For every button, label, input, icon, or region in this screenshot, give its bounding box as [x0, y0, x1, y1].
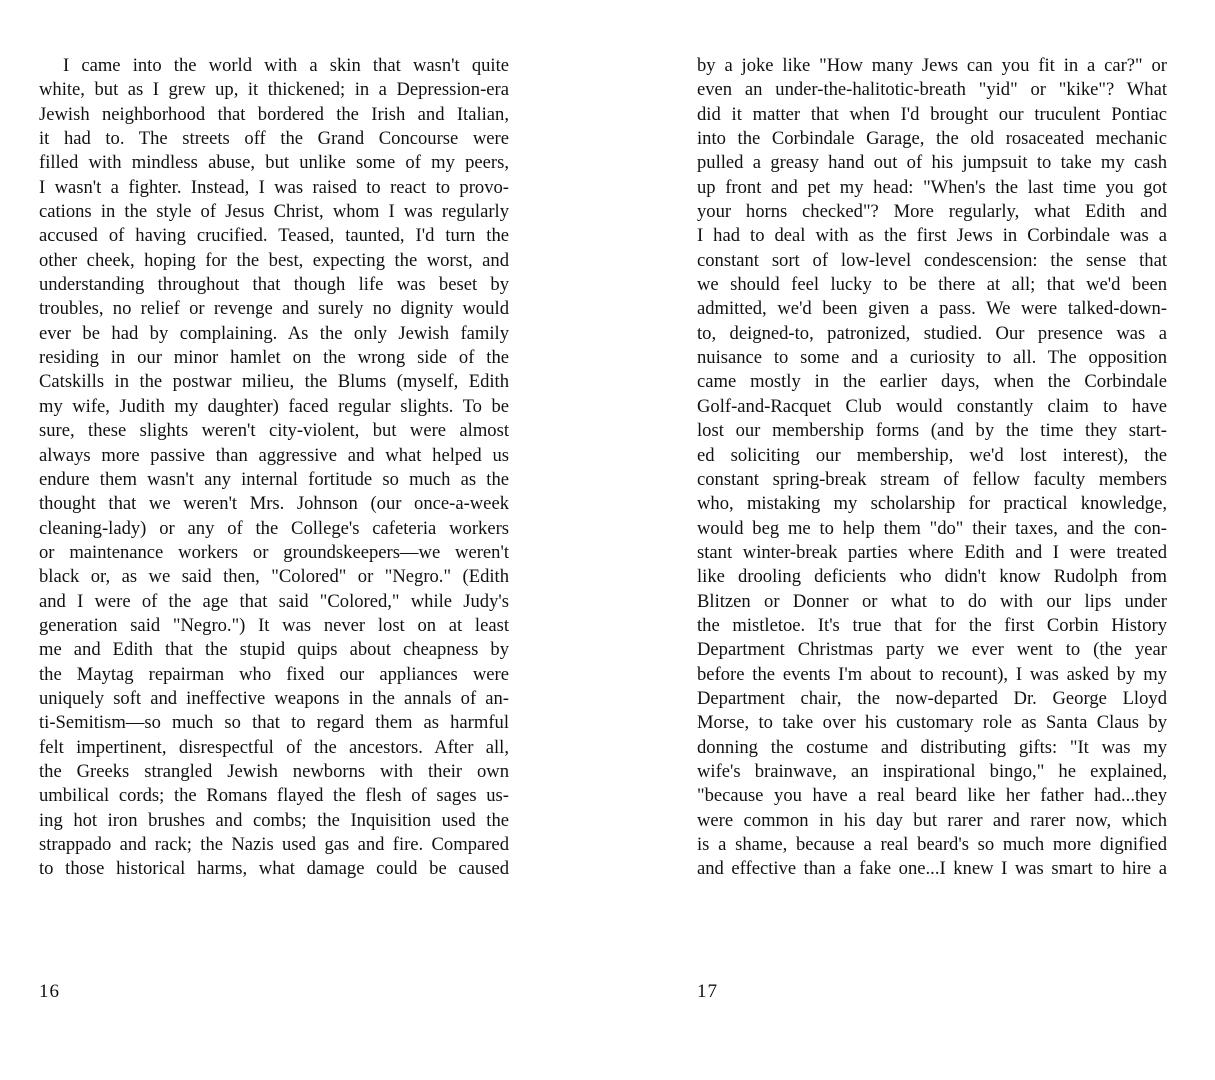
text-line: ever be had by complaining. As the only Jewish family — [39, 322, 509, 344]
text-line: the Maytag repairman who fixed our appliances were — [39, 663, 509, 685]
text-line: thought that we weren't Mrs. Johnson (our once-a-week — [39, 493, 509, 515]
text-line: residing in our minor hamlet on the wrong side of the — [39, 347, 509, 369]
text-line: donning the costume and distributing gifts: "It was my — [697, 736, 1167, 758]
text-line: cleaning-lady) or any of the College's cafeteria workers — [39, 517, 509, 539]
text-line: lost our membership forms (and by the time they start- — [697, 420, 1167, 442]
left-page-text — [39, 54, 509, 882]
text-line: endure them wasn't any internal fortitude so much as the — [39, 468, 509, 490]
text-line: it had to. The streets off the Grand Concourse were — [39, 128, 509, 150]
text-line: to those historical harms, what damage could be caused — [39, 858, 509, 880]
text-line: my wife, Judith my daughter) faced regular slights. To be — [39, 395, 509, 417]
text-line: by a joke like "How many Jews can you fit in a car?" or — [697, 55, 1167, 76]
text-line: we should feel lucky to be there at all; that we'd been — [697, 274, 1167, 296]
text-line: strappado and rack; the Nazis used gas and fire. Compared — [39, 834, 509, 855]
text-line: and effective than a fake one...I knew I was smart to hire a — [697, 858, 1167, 880]
page-number: 17 — [697, 981, 718, 1002]
text-line: generation said "Negro.") It was never lost on at least — [39, 614, 509, 636]
text-line: is a shame, because a real beard's so much more dignified — [697, 834, 1167, 855]
text-line: umbilical cords; the Romans flayed the flesh of sages us- — [39, 785, 509, 807]
text-line: white, but as I grew up, it thickened; in a Depression-era — [39, 79, 509, 101]
text-line: filled with mindless abuse, but unlike some of my peers, — [39, 152, 509, 174]
text-line: I came into the world with a skin that wasn't quite — [63, 55, 509, 76]
text-line: the Greeks strangled Jewish newborns with their own — [39, 760, 509, 782]
text-line: ing hot iron brushes and combs; the Inquisition used the — [39, 809, 509, 831]
text-line: admitted, we'd been given a pass. We were talked-down- — [697, 298, 1167, 320]
text-line: wife's brainwave, an inspirational bingo," he explained, — [697, 760, 1167, 782]
text-line: Blitzen or Donner or what to do with our lips under — [697, 590, 1167, 612]
text-line: accused of having crucified. Teased, taunted, I'd turn the — [39, 225, 509, 247]
text-line: always more passive than aggressive and what helped us — [39, 444, 509, 466]
text-line: your horns checked"? More regularly, what Edith and — [697, 201, 1167, 223]
text-line: I wasn't a fighter. Instead, I was raised to react to provo- — [39, 176, 509, 198]
text-line: Department Christmas party we ever went to (the year — [697, 639, 1167, 661]
text-line: stant winter-break parties where Edith and I were treated — [697, 541, 1167, 563]
text-line: ed soliciting our membership, we'd lost interest), the — [697, 444, 1167, 466]
text-line: felt impertinent, disrespectful of the ancestors. After all, — [39, 736, 509, 758]
text-line: even an under-the-halitotic-breath "yid" or "kike"? What — [697, 79, 1167, 101]
text-line: to, deigned-to, patronized, studied. Our presence was a — [697, 322, 1167, 344]
text-line: were common in his day but rarer and rarer now, which — [697, 809, 1167, 831]
text-line: understanding throughout that though life was beset by — [39, 274, 509, 296]
right-page — [608, 0, 1215, 1080]
text-line: who, mistaking my scholarship for practical knowledge, — [697, 493, 1167, 515]
text-line: me and Edith that the stupid quips about cheapness by — [39, 639, 509, 661]
text-line: Department chair, the now-departed Dr. George Lloyd — [697, 687, 1167, 709]
text-line: nuisance to some and a curiosity to all. The opposition — [697, 347, 1167, 369]
text-line: and I were of the age that said "Colored," while Judy's — [39, 590, 509, 612]
text-line: or maintenance workers or groundskeepers—we weren't — [39, 541, 509, 563]
text-line: before the events I'm about to recount), I was asked by my — [697, 663, 1167, 685]
text-line: into the Corbindale Garage, the old rosaceated mechanic — [697, 128, 1167, 150]
text-line: cations in the style of Jesus Christ, whom I was regularly — [39, 201, 509, 223]
text-line: up front and pet my head: "When's the last time you got — [697, 176, 1167, 198]
text-line: constant sort of low-level condescension: the sense that — [697, 249, 1167, 271]
text-line: constant spring-break stream of fellow faculty members — [697, 468, 1167, 490]
text-line: black or, as we said then, "Colored" or "Negro." (Edith — [39, 566, 509, 588]
text-line: would beg me to help them "do" their taxes, and the con- — [697, 517, 1167, 539]
right-page-text — [697, 54, 1167, 882]
text-line: ti-Semitism—so much so that to regard them as harmful — [39, 712, 509, 734]
text-line: Catskills in the postwar milieu, the Blums (myself, Edith — [39, 371, 509, 393]
text-line: Morse, to take over his customary role as Santa Claus by — [697, 712, 1167, 734]
text-line: "because you have a real beard like her father had...they — [697, 785, 1167, 807]
text-line: like drooling deficients who didn't know Rudolph from — [697, 566, 1167, 588]
text-line: I had to deal with as the first Jews in Corbindale was a — [697, 225, 1167, 247]
text-line: pulled a greasy hand out of his jumpsuit to take my cash — [697, 152, 1167, 174]
text-line: other cheek, hoping for the best, expecting the worst, and — [39, 249, 509, 271]
text-line: troubles, no relief or revenge and surely no dignity would — [39, 298, 509, 320]
text-line: sure, these slights weren't city-violent, but were almost — [39, 420, 509, 442]
text-line: Jewish neighborhood that bordered the Irish and Italian, — [39, 103, 509, 125]
text-line: Golf-and-Racquet Club would constantly claim to have — [697, 395, 1167, 417]
text-line: the mistletoe. It's true that for the first Corbin History — [697, 614, 1167, 636]
text-line: uniquely soft and ineffective weapons in the annals of an- — [39, 687, 509, 709]
text-line: came mostly in the earlier days, when the Corbindale — [697, 371, 1167, 393]
page-number: 16 — [39, 981, 60, 1002]
text-line: did it matter that when I'd brought our truculent Pontiac — [697, 103, 1167, 125]
